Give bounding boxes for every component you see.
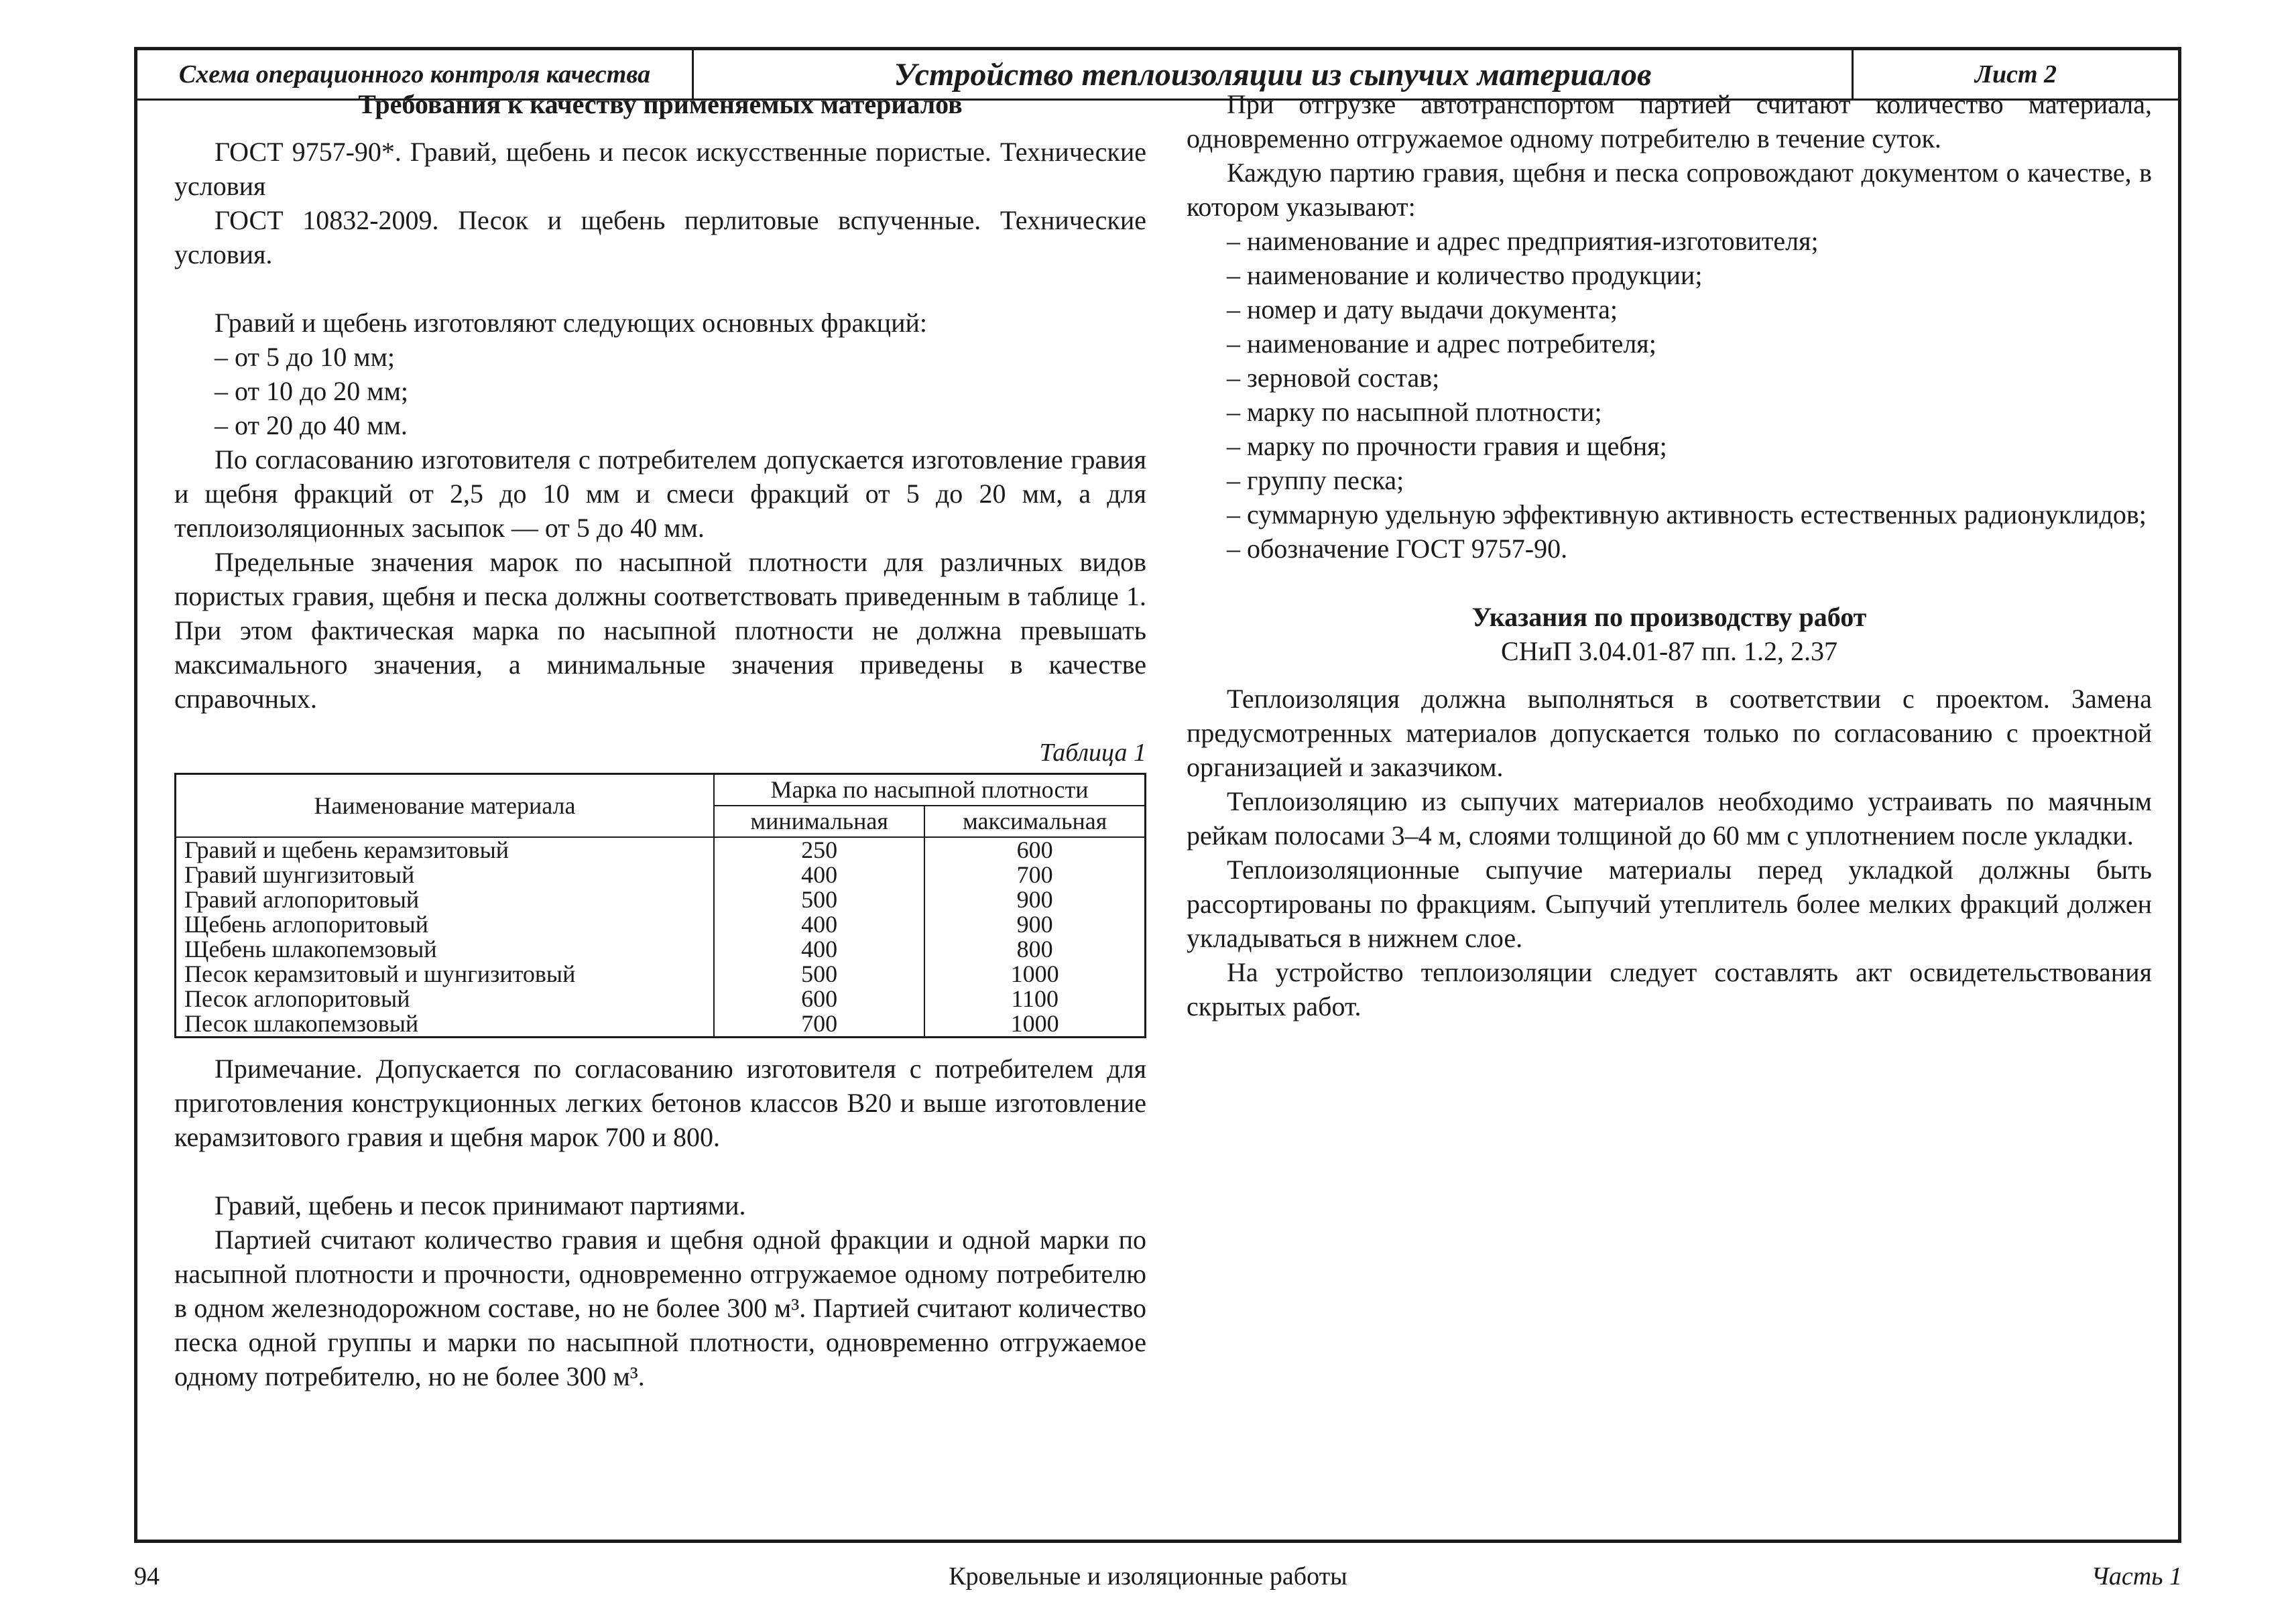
paragraph-fractions-intro: Гравий и щебень изготовляют следующих основных фракций: — [215, 308, 927, 338]
table-cell-max: 700 — [924, 863, 1145, 887]
paragraph-act: На устройство теплоизоляции следует составлять акт освидетельствования скрытых работ. — [1187, 957, 2152, 1021]
table-row — [176, 962, 1146, 987]
table-cell-name: Песок аглопоритовый — [184, 985, 410, 1012]
list-item: – от 20 до 40 мм. — [215, 410, 408, 440]
list-item: – марку по насыпной плотности; — [1227, 397, 1602, 427]
table-cell-max: 900 — [924, 887, 1145, 912]
paragraph-gost-10832: ГОСТ 10832-2009. Песок и щебень перлитовые вспученные. Технические условия. — [174, 205, 1146, 269]
paragraph-road-shipment: При отгрузке автотранспортом партией считают количество материала, одновременно отгружаемое одному потребителю в течение суток. — [1187, 89, 2152, 153]
table-row — [176, 887, 1146, 912]
table-row — [176, 912, 1146, 937]
paragraph-quality-document: Каждую партию гравия, щебня и песка сопровождают документом о качестве, в котором указывают: — [1187, 158, 2152, 222]
table-row — [176, 987, 1146, 1011]
table-cell-min: 600 — [714, 987, 924, 1011]
table-header-min: минимальная — [714, 806, 924, 837]
table-row — [176, 863, 1146, 887]
paragraph-gost-9757: ГОСТ 9757-90*. Гравий, щебень и песок искусственные пористые. Технические условия — [174, 137, 1146, 201]
table-header-name: Наименование материала — [176, 774, 714, 838]
paragraph-batch-definition: Партией считают количество гравия и щебня одной фракции и одной марки по насыпной плотности и прочности, одновременно отгружаемое одному потребителю в одном железнодорожном составе, но не более 300 м³. Партией считают количество песка одной группы и марки по насыпной плотности, одновременно отгружаемое одному потребителю, но не более 300 м³. — [174, 1225, 1146, 1391]
section-subtitle-snip: СНиП 3.04.01-87 пп. 1.2, 2.37 — [1501, 636, 1837, 666]
paragraph-beacon-rails: Теплоизоляцию из сыпучих материалов необходимо устраивать по маячным рейкам полосами 3–4 м, слоями толщиной до 60 мм с уплотнением после укладки. — [1187, 786, 2152, 851]
list-item: – наименование и адрес потребителя; — [1227, 328, 1656, 359]
header-sheet-number: Лист 2 — [1974, 60, 2057, 88]
table-row — [176, 1011, 1146, 1038]
table-cell-name: Гравий и щебень керамзитовый — [184, 836, 509, 863]
table-header-max: максимальная — [924, 806, 1145, 837]
paragraph-project: Теплоизоляция должна выполняться в соответствии с проектом. Замена предусмотренных материалов допускается только по согласованию с проектной организацией и заказчиком. — [1187, 684, 2152, 782]
table-cell-name: Гравий аглопоритовый — [184, 886, 420, 913]
table-cell-min: 250 — [714, 837, 924, 863]
list-item: – обозначение ГОСТ 9757-90. — [1227, 534, 1568, 564]
table-cell-min: 700 — [714, 1011, 924, 1038]
table-cell-max: 600 — [924, 837, 1145, 863]
footer-title: Кровельные и изоляционные работы — [949, 1562, 1347, 1590]
paragraph-sorting: Теплоизоляционные сыпучие материалы перед укладкой должны быть рассортированы по фракциям. Сыпучий утеплитель более мелких фракций должен укладываться в нижнем слое. — [1187, 855, 2152, 953]
table-cell-min: 400 — [714, 863, 924, 887]
table-cell-max: 900 — [924, 912, 1145, 937]
paragraph-agreement: По согласованию изготовителя с потребителем допускается изготовление гравия и щебня фракций от 2,5 до 10 мм и смеси фракций от 5 до 20 мм, а для теплоизоляционных засыпок — от 5 до 40 мм. — [174, 444, 1146, 543]
table-cell-name: Песок керамзитовый и шунгизитовый — [184, 960, 576, 987]
table-cell-name: Песок шлакопемзовый — [184, 1010, 419, 1037]
left-column — [174, 87, 1146, 1393]
table-row — [176, 837, 1146, 863]
list-item: – номер и дату выдачи документа; — [1227, 294, 1618, 324]
list-item: – от 5 до 10 мм; — [215, 342, 396, 372]
page-number: 94 — [134, 1562, 160, 1590]
table-cell-min: 400 — [714, 937, 924, 962]
list-item: – суммарную удельную эффективную активность естественных радионуклидов; — [1227, 499, 2147, 529]
table-cell-max: 1000 — [924, 962, 1145, 987]
table-cell-min: 500 — [714, 962, 924, 987]
paragraph-limits: Предельные значения марок по насыпной плотности для различных видов пористых гравия, щебня и песка должны соответствовать приведенным в таблице 1. При этом фактическая марка по насыпной плотности не должна превышать максимального значения, а минимальные значения приведены в качестве справочных. — [174, 547, 1146, 714]
right-column — [1187, 87, 2152, 1023]
table-cell-min: 400 — [714, 912, 924, 937]
table-row — [176, 937, 1146, 962]
table-cell-name: Щебень шлакопемзовый — [184, 936, 437, 962]
table-cell-max: 800 — [924, 937, 1145, 962]
header-scheme-label: Схема операционного контроля качества — [137, 50, 694, 99]
material-table — [174, 773, 1146, 1038]
table-cell-name: Гравий шунгизитовый — [184, 861, 415, 888]
section-title-materials: Требования к качеству применяемых материалов — [358, 89, 963, 119]
paragraph-note: Примечание. Допускается по согласованию изготовителя с потребителем для приготовления конструкционных легких бетонов классов B20 и выше изготовление керамзитового гравия и щебня марок 700 и 800. — [174, 1054, 1146, 1152]
footer-part: Часть 1 — [2091, 1562, 2182, 1590]
paragraph-batches: Гравий, щебень и песок принимают партиями. — [215, 1190, 746, 1221]
header-title: Устройство теплоизоляции из сыпучих материалов — [694, 50, 1854, 99]
list-item: – наименование и адрес предприятия-изготовителя; — [1227, 226, 1819, 256]
table-header-group: Марка по насыпной плотности — [714, 774, 1146, 806]
list-item: – наименование и количество продукции; — [1227, 260, 1703, 290]
list-item: – марку по прочности гравия и щебня; — [1227, 431, 1667, 461]
list-item: – от 10 до 20 мм; — [215, 376, 409, 406]
table-cell-max: 1000 — [924, 1011, 1145, 1038]
table-cell-min: 500 — [714, 887, 924, 912]
list-item: – группу песка; — [1227, 465, 1404, 495]
table-caption: Таблица 1 — [1039, 739, 1146, 767]
table-cell-name: Щебень аглопоритовый — [184, 911, 428, 938]
table-cell-max: 1100 — [924, 987, 1145, 1011]
section-title-works: Указания по производству работ — [1471, 602, 1867, 632]
list-item: – зерновой состав; — [1227, 363, 1440, 393]
